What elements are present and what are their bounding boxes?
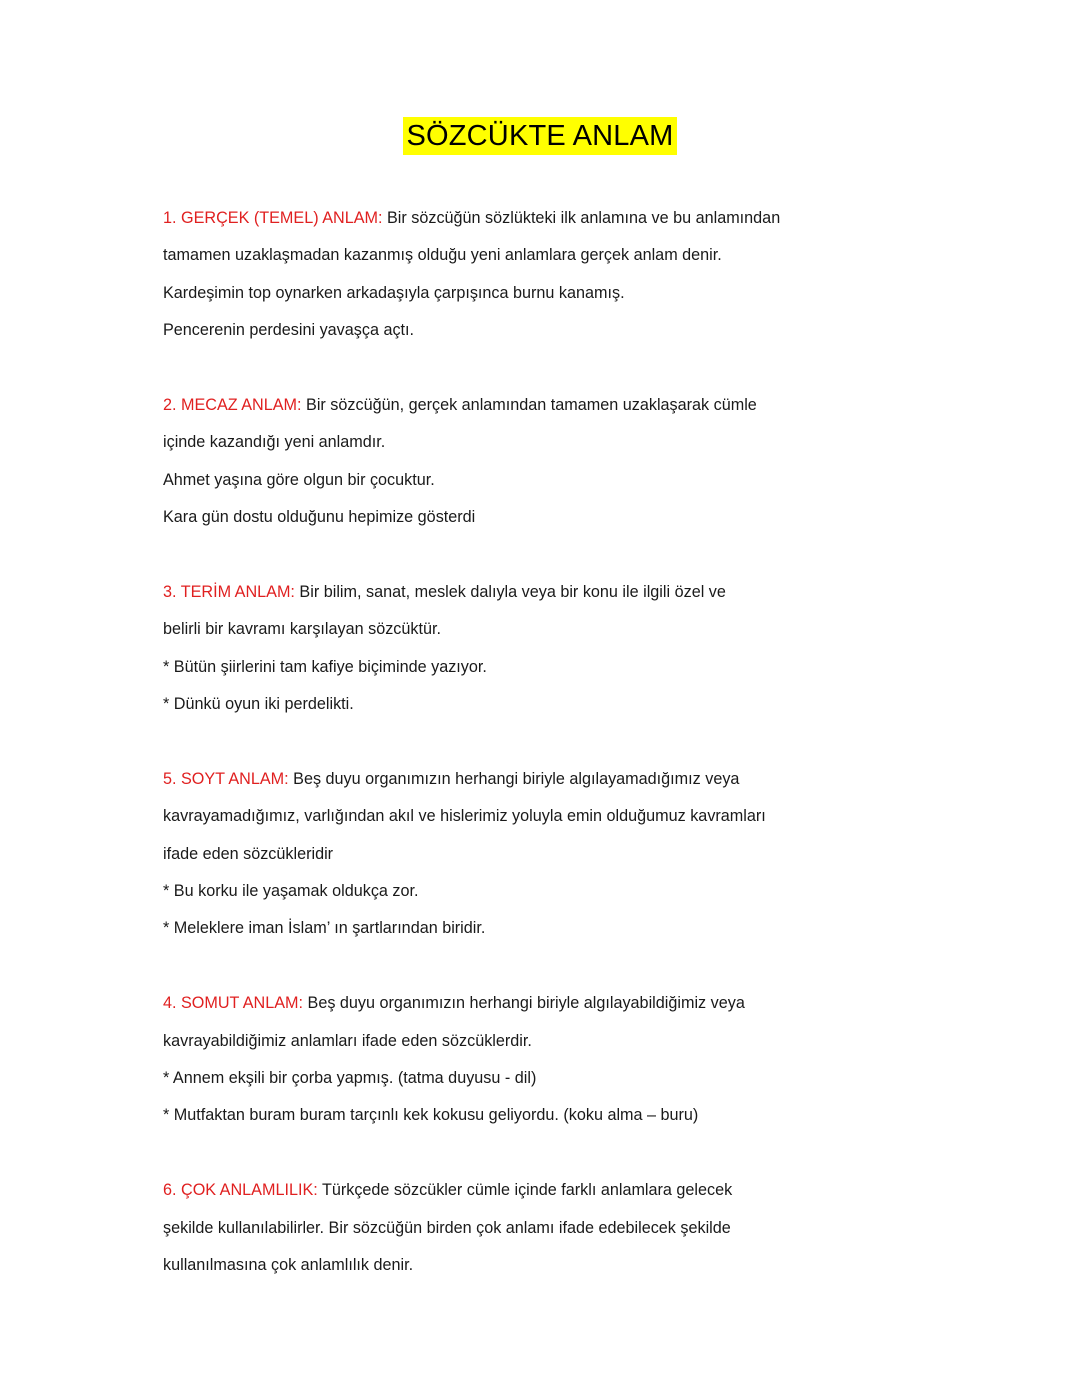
section-heading: 2. MECAZ ANLAM: <box>163 395 302 414</box>
section-intro-text: Bir sözcüğün sözlükteki ilk anlamına ve bu anlamından <box>382 209 781 227</box>
section-line: belirli bir kavramı karşılayan sözcüktür. <box>163 620 441 639</box>
section-heading: 1. GERÇEK (TEMEL) ANLAM: <box>163 209 383 227</box>
example-sentence: Kardeşimin top oynarken arkadaşıyla çarpışınca burnu kanamış. <box>163 283 625 302</box>
example-sentence: * Annem ekşili bir çorba yapmış. (tatma duyusu - dil) <box>163 1068 537 1087</box>
section-spacer <box>163 723 823 760</box>
section-spacer <box>163 1135 823 1172</box>
section-soyut-anlam <box>163 761 823 948</box>
section-heading: 3. TERİM ANLAM: <box>163 582 295 601</box>
section-line: şekilde kullanılabilirler. Bir sözcüğün birden çok anlamı ifade edebilecek şekilde <box>163 1218 731 1237</box>
section-heading: 5. SOYT ANLAM: <box>163 769 289 788</box>
section-gercek-anlam <box>163 200 823 350</box>
title-wrapper <box>0 117 1080 155</box>
section-spacer <box>163 350 823 387</box>
section-heading: 6. ÇOK ANLAMLILIK: <box>163 1181 318 1200</box>
section-intro-text: Beş duyu organımızın herhangi biriyle algılayabildiğimiz veya <box>303 994 745 1013</box>
section-line: kavrayamadığımız, varlığından akıl ve hislerimiz yoluyla emin olduğumuz kavramları <box>163 807 766 826</box>
section-intro-text: Türkçede sözcükler cümle içinde farklı anlamlara gelecek <box>317 1181 733 1200</box>
section-mecaz-anlam <box>163 387 823 537</box>
section-first-line <box>163 985 823 1022</box>
section-spacer <box>163 537 823 574</box>
page-title: SÖZCÜKTE ANLAM <box>403 117 676 155</box>
section-line: kavrayabildiğimiz anlamları ifade eden sözcüklerdir. <box>163 1031 532 1050</box>
section-heading: 4. SOMUT ANLAM: <box>163 994 304 1013</box>
example-sentence: Kara gün dostu olduğunu hepimize gösterdi <box>163 508 476 527</box>
section-first-line <box>163 761 823 798</box>
example-sentence: * Dünkü oyun iki perdelikti. <box>163 695 354 714</box>
example-sentence: Pencerenin perdesini yavaşça açtı. <box>163 321 415 340</box>
section-intro-text: Beş duyu organımızın herhangi biriyle algılayamadığımız veya <box>288 769 740 788</box>
document-body <box>163 200 823 1284</box>
section-line: kullanılmasına çok anlamlılık denir. <box>163 1255 414 1274</box>
section-intro-text: Bir sözcüğün, gerçek anlamından tamamen uzaklaşarak cümle <box>301 395 757 414</box>
section-line: ifade eden sözcükleridir <box>163 844 334 863</box>
example-sentence: * Meleklere iman İslam’ ın şartlarından biridir. <box>163 919 486 938</box>
section-spacer <box>163 948 823 985</box>
section-somut-anlam <box>163 985 823 1135</box>
example-sentence: * Bütün şiirlerini tam kafiye biçiminde yazıyor. <box>163 657 487 676</box>
section-first-line <box>163 574 823 611</box>
section-intro-text: Bir bilim, sanat, meslek dalıyla veya bir konu ile ilgili özel ve <box>294 582 726 601</box>
section-first-line <box>163 387 823 424</box>
section-line: tamamen uzaklaşmadan kazanmış olduğu yeni anlamlara gerçek anlam denir. <box>163 246 722 265</box>
section-first-line <box>163 200 823 237</box>
example-sentence: * Mutfaktan buram buram tarçınlı kek kokusu geliyordu. (koku alma – buru) <box>163 1106 699 1125</box>
section-line: içinde kazandığı yeni anlamdır. <box>163 433 386 452</box>
section-first-line <box>163 1172 823 1209</box>
section-cok-anlamlilik <box>163 1172 823 1284</box>
section-terim-anlam <box>163 574 823 724</box>
example-sentence: * Bu korku ile yaşamak oldukça zor. <box>163 882 419 901</box>
example-sentence: Ahmet yaşına göre olgun bir çocuktur. <box>163 470 435 489</box>
